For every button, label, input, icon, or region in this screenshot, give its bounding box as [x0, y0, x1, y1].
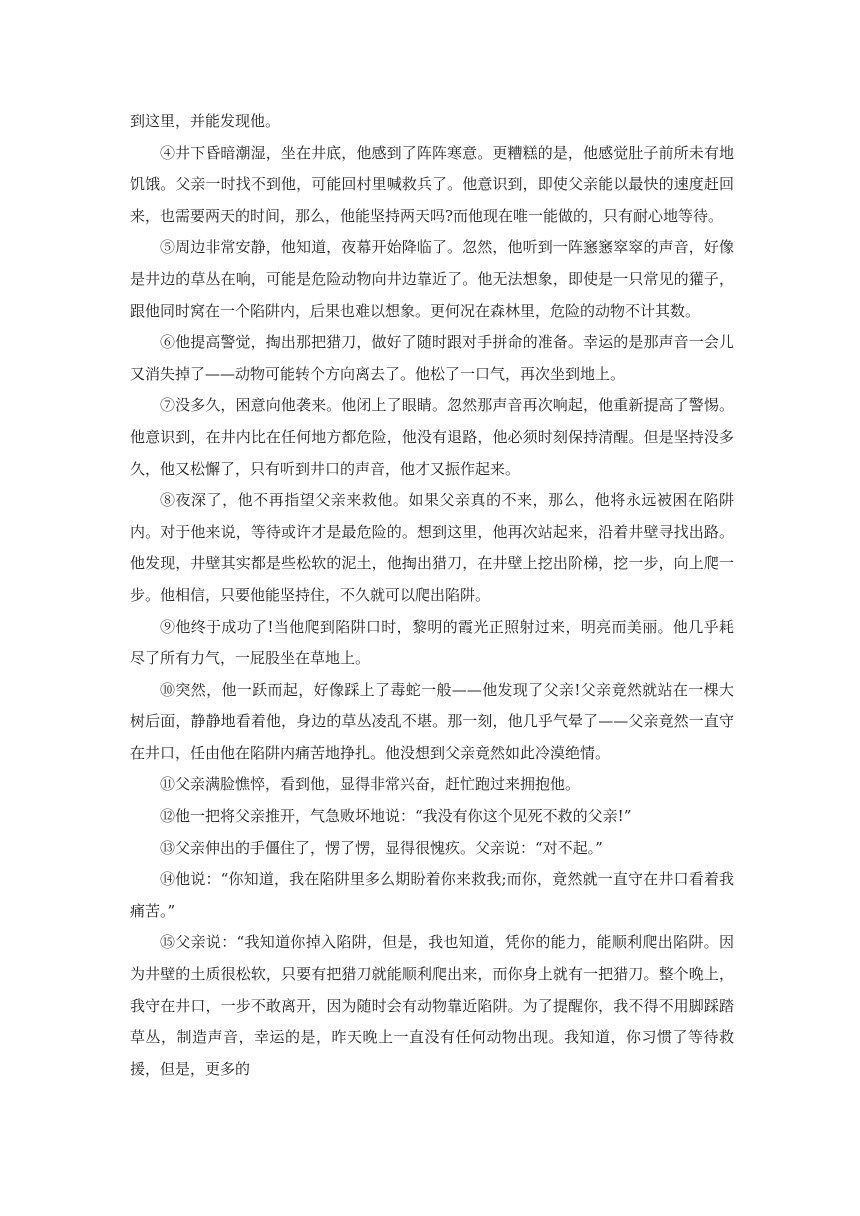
paragraph-5: ⑤周边非常安静，他知道，夜幕开始降临了。忽然，他听到一阵窸窸窣窣的声音，好像是井边的草丛在响，可能是危险动物向井边靠近了。他无法想象，即使是一只常见的獾子，跟他同时窝在一个陷阱内，后果也难以想象。更何况在森林里，危险的动物不计其数。: [130, 238, 734, 320]
paragraph-10: ⑩突然，他一跃而起，好像踩上了毒蛇一般——他发现了父亲!父亲竟然就站在一棵大树后面，静静地看着他，身边的草丛凌乱不堪。那一刻，他几乎气晕了——父亲竟然一直守在井口，任由他在陷阱内痛苦地挣扎。他没想到父亲竟然如此冷漠绝情。: [130, 680, 734, 762]
story-text: [130, 106, 734, 1085]
paragraph-8: ⑧夜深了，他不再指望父亲来救他。如果父亲真的不来，那么，他将永远被困在陷阱内。对于他来说，等待或许才是最危险的。想到这里，他再次站起来，沿着井壁寻找出路。他发现，井壁其实都是些松软的泥土，他掏出猎刀，在井壁上挖出阶梯，挖一步，向上爬一步。他相信，只要他能坚持住，不久就可以爬出陷阱。: [130, 491, 734, 604]
paragraph-continued: 到这里，并能发现他。: [130, 112, 281, 130]
paragraph-12: ⑫他一把将父亲推开，气急败坏地说：“我没有你这个见死不救的父亲!”: [160, 807, 632, 826]
paragraph-14: ⑭他说：“你知道，我在陷阱里多么期盼着你来救我;而你，竟然就一直守在井口看着我痛苦。”: [130, 870, 734, 920]
paragraph-11: ⑪父亲满脸憔悴，看到他，显得非常兴奋，赶忙跑过来拥抱他。: [160, 775, 581, 794]
paragraph-7: ⑦没多久，困意向他袭来。他闭上了眼睛。忽然那声音再次响起，他重新提高了警惕。他意识到，在井内比在任何地方都危险，他没有退路，他必须时刻保持清醒。但是坚持没多久，他又松懈了，只有听到井口的声音，他才又振作起来。: [130, 396, 734, 478]
paragraph-6: ⑥他提高警觉，掏出那把猎刀，做好了随时跟对手拼命的准备。幸运的是那声音一会儿又消失掉了——动物可能转个方向离去了。他松了一口气，再次坐到地上。: [130, 333, 734, 383]
paragraph-9: ⑨他终于成功了!当他爬到陷阱口时，黎明的霞光正照射过来，明亮而美丽。他几乎耗尽了所有力气，一屁股坐在草地上。: [130, 617, 734, 668]
paragraph-15: ⑮父亲说：“我知道你掉入陷阱，但是，我也知道，凭你的能力，能顺利爬出陷阱。因为井壁的土质很松软，只要有把猎刀就能顺利爬出来，而你身上就有一把猎刀。整个晚上，我守在井口，一步不敢离开，因为随时会有动物靠近陷阱。为了提醒你，我不得不用脚踩踏草丛，制造声音，幸运的是，昨天晚上一直没有任何动物出现。我知道，你习惯了等待救援，但是，更多的: [130, 933, 734, 1078]
paragraph-13: ⑬父亲伸出的手僵住了，愣了愣，显得很愧疚。父亲说：“对不起。”: [160, 838, 603, 857]
paragraph-4: ④井下昏暗潮湿，坐在井底，他感到了阵阵寒意。更糟糕的是，他感觉肚子前所未有地饥饿。父亲一时找不到他，可能回村里喊救兵了。他意识到，即使父亲能以最快的速度赶回来，也需要两天的时间，那么，他能坚持两天吗?而他现在唯一能做的，只有耐心地等待。: [130, 143, 734, 225]
